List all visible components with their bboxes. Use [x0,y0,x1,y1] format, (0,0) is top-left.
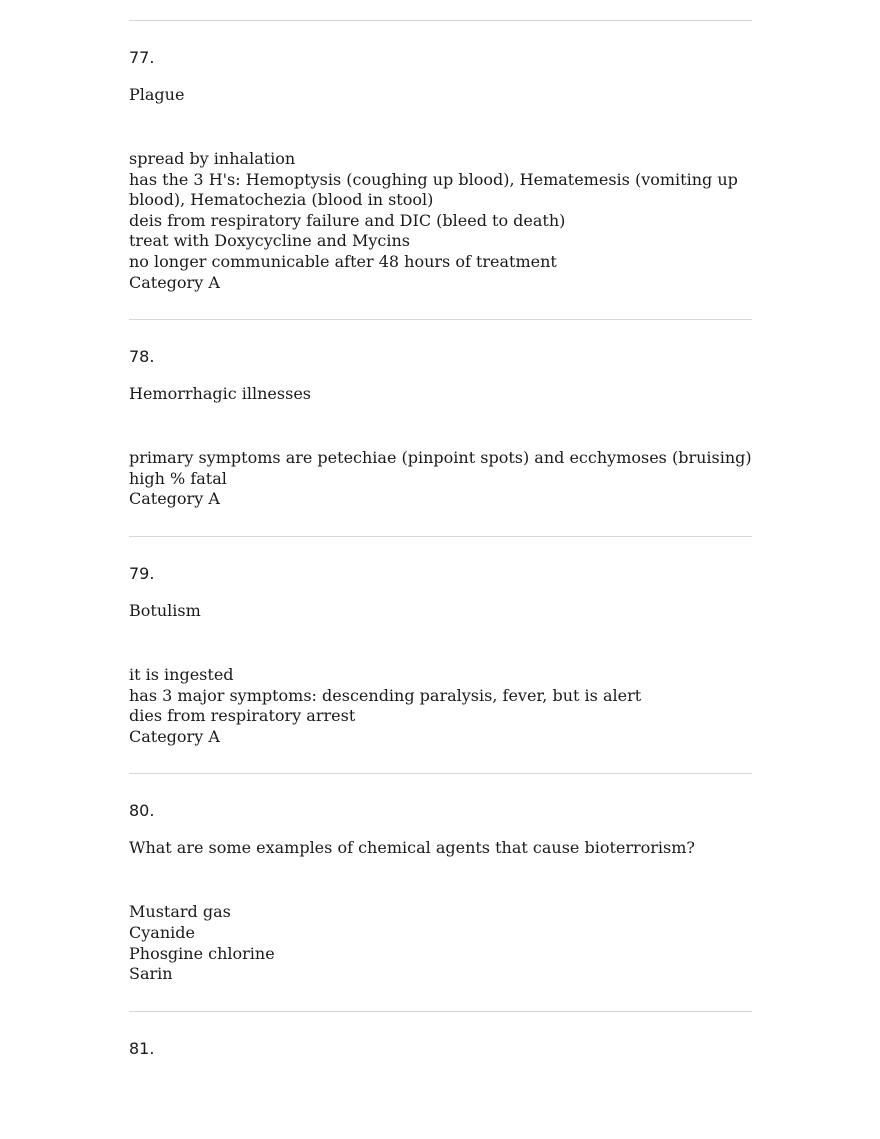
definition-line: Mustard gas [129,902,231,922]
definition-line: primary symptoms are petechiae (pinpoint spots) and ecchymoses (bruising) [129,448,752,468]
definition-line: has 3 major symptoms: descending paralysis, fever, but is alert [129,685,642,705]
definition-line: Category A [129,726,220,746]
definition-line: Category A [129,489,220,509]
flashcard [129,537,752,773]
definition-line: has the 3 H's: Hemoptysis (coughing up blood), Hematemesis (vomiting up blood), Hematochezia (blood in stool) [129,169,738,210]
card-term: Hemorrhagic illnesses [129,384,311,404]
definition-line: treat with Doxycycline and Mycins [129,231,410,251]
definition-line: high % fatal [129,468,227,488]
card-term: What are some examples of chemical agents that cause bioterrorism? [129,838,695,858]
card-term: Botulism [129,600,201,620]
card-definition [129,902,752,984]
flashcard-list [129,0,752,1085]
definition-line: it is ingested [129,664,234,684]
definition-line: no longer communicable after 48 hours of treatment [129,251,557,271]
card-number: 78. [129,347,155,367]
card-definition [129,149,752,293]
card-number: 80. [129,801,155,821]
definition-line: Phosgine chlorine [129,943,275,963]
definition-line: dies from respiratory arrest [129,706,356,726]
flashcard [129,1012,752,1085]
card-number: 79. [129,563,155,583]
flashcard [129,21,752,319]
definition-line: Category A [129,272,220,292]
definition-line: spread by inhalation [129,149,296,168]
card-number: 77. [129,48,155,67]
flashcard [129,320,752,536]
card-number: 81. [129,1038,155,1058]
card-definition [129,665,752,747]
definition-line: Cyanide [129,922,195,942]
card-definition [129,448,752,510]
definition-line: Sarin [129,964,173,984]
definition-line: deis from respiratory failure and DIC (bleed to death) [129,210,566,230]
flashcard [129,774,752,1010]
card-term: Plague [129,85,185,104]
